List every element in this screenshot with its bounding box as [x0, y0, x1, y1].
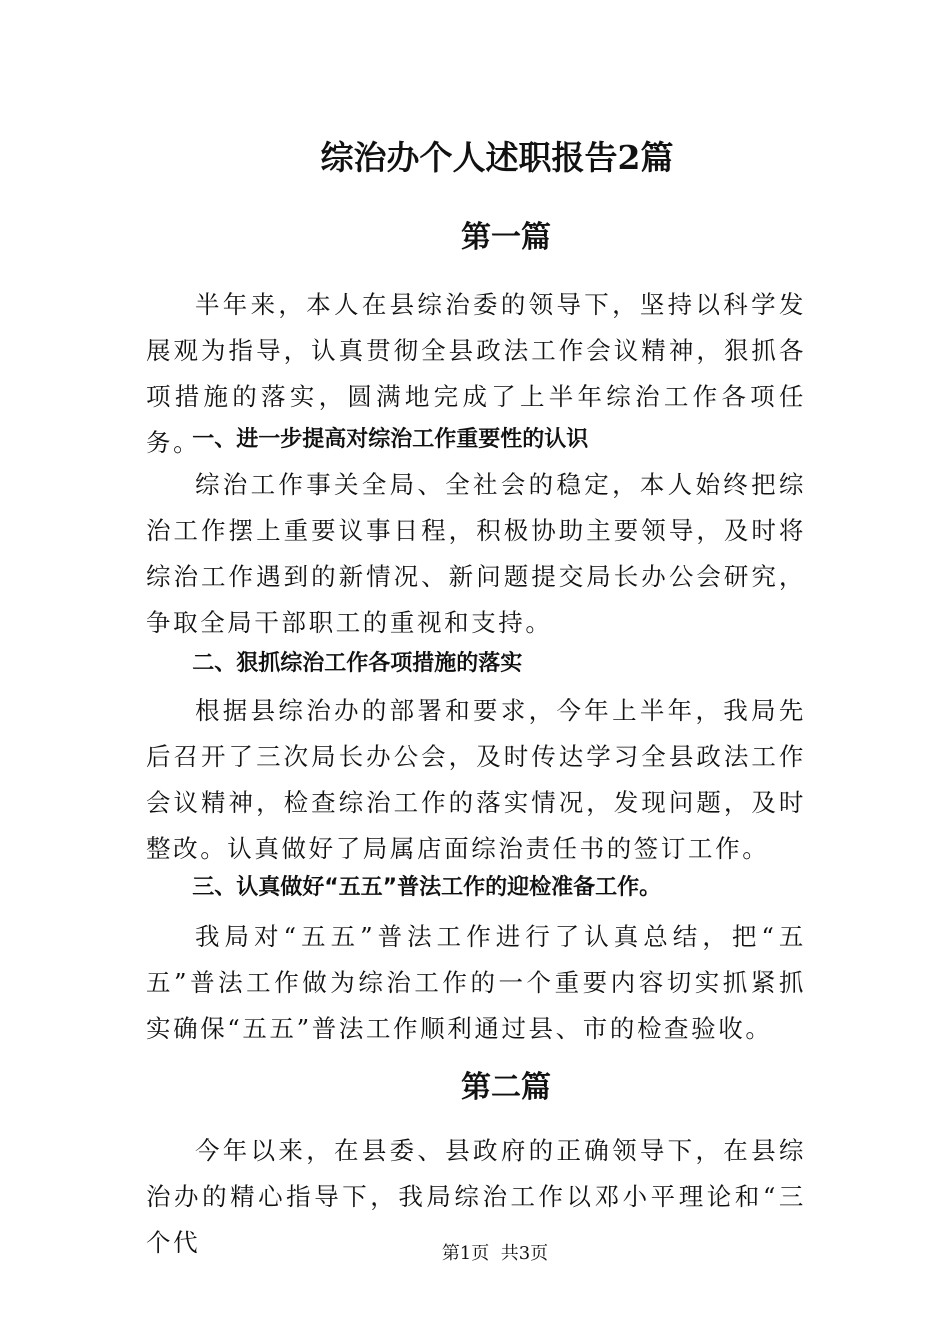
section-title-second: 第二篇	[461, 1070, 551, 1105]
section-two-intro-paragraph: 今年以来，在县委、县政府的正确领导下，在县综治办的精心指导下，我局综治工作以邓小平理论和“三个代	[146, 1136, 806, 1257]
item-heading-three: 三、认真做好“五五”普法工作的迎检准备工作。	[192, 875, 662, 900]
item-body-one: 综治工作事关全局、全社会的稳定，本人始终把综治工作摆上重要议事日程，积极协助主要领导，及时将综治工作遇到的新情况、新问题提交局长办公会研究，争取全局干部职工的重视和支持。	[146, 470, 806, 637]
section-one-intro-paragraph: 半年来，本人在县综治委的领导下，坚持以科学发展观为指导，认真贯彻全县政法工作会议精神，狠抓各项措施的落实，圆满地完成了上半年综治工作各项任务。	[146, 290, 806, 457]
page-number-footer: 第1页 共3页	[441, 1243, 549, 1264]
document-title: 综治办个人述职报告2篇	[320, 138, 674, 177]
item-heading-one: 一、进一步提高对综治工作重要性的认识	[192, 427, 589, 452]
item-body-two: 根据县综治办的部署和要求，今年上半年，我局先后召开了三次局长办公会，及时传达学习全县政法工作会议精神，检查综治工作的落实情况，发现问题，及时整改。认真做好了局属店面综治责任书的签订工作。	[146, 696, 806, 863]
item-heading-two: 二、狠抓综治工作各项措施的落实	[192, 651, 523, 676]
section-title-first: 第一篇	[461, 220, 551, 255]
item-body-three: 我局对“五五”普法工作进行了认真总结，把“五五”普法工作做为综治工作的一个重要内容切实抓紧抓实确保“五五”普法工作顺利通过县、市的检查验收。	[146, 922, 806, 1043]
